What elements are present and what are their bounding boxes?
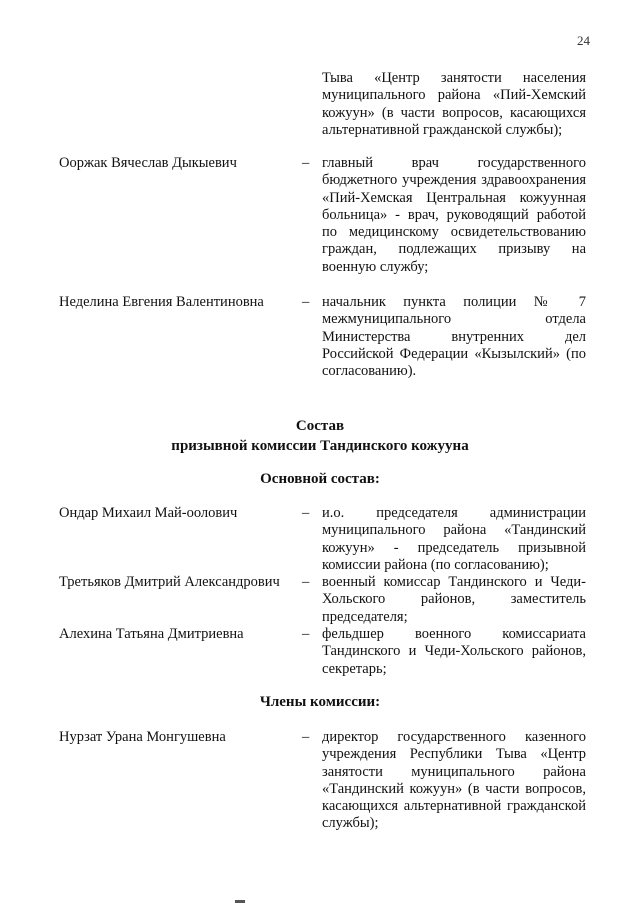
member-name: Алехина Татьяна Дмитриевна <box>59 626 244 642</box>
member-name: Третьяков Дмитрий Александрович <box>59 574 280 590</box>
member-dash: – <box>302 729 310 745</box>
member-role: Тыва «Центр занятости населения муниципального района «Пий-Хемский кожуун» (в части вопросов, касающихся альтернативной гражданской службы); <box>322 70 586 138</box>
member-role: главный врач государственного бюджетного учреждения здравоохранения «Пий-Хемская Центральная кожуунная больница» - врач, руководящий работой по медицинскому освидетельствованию граждан, подлежащих призыву на военную службу; <box>322 155 586 275</box>
member-role: и.о. председателя администрации муниципального района «Тандинский кожуун» - председатель призывной комиссии района (по согласованию); <box>322 505 586 573</box>
member-role: фельдшер военного комиссариата Тандинского и Чеди-Хольского районов, секретарь; <box>322 626 586 677</box>
page-number: 24 <box>577 33 590 48</box>
section-title-line2: призывной комиссии Тандинского кожууна <box>171 438 469 454</box>
member-name: Нурзат Урана Монгушевна <box>59 729 226 745</box>
member-role: директор государственного казенного учреждения Республики Тыва «Центр занятости муниципального района «Тандинский кожуун» (в части вопросов, касающихся альтернативной гражданской службы); <box>322 729 586 832</box>
member-dash: – <box>302 574 310 590</box>
member-name: Ооржак Вячеслав Дыкыевич <box>59 155 237 171</box>
member-role: начальник пункта полиции № 7 межмуниципального отдела Министерства внутренних дел Российской Федерации «Кызылский» (по согласованию). <box>322 294 586 380</box>
member-dash: – <box>302 626 310 642</box>
commission-members-heading: Члены комиссии: <box>259 694 381 710</box>
scan-mark <box>235 900 245 903</box>
member-role: военный комиссар Тандинского и Чеди-Хольского районов, заместитель председателя; <box>322 574 586 625</box>
member-name: Ондар Михаил Май-оолович <box>59 505 238 521</box>
member-dash: – <box>302 155 310 171</box>
member-dash: – <box>302 294 310 310</box>
section-title <box>0 416 640 456</box>
main-composition-heading: Основной состав: <box>260 471 380 487</box>
member-name: Неделина Евгения Валентиновна <box>59 294 264 310</box>
section-title-line1: Состав <box>295 418 345 434</box>
member-dash: – <box>302 505 310 521</box>
